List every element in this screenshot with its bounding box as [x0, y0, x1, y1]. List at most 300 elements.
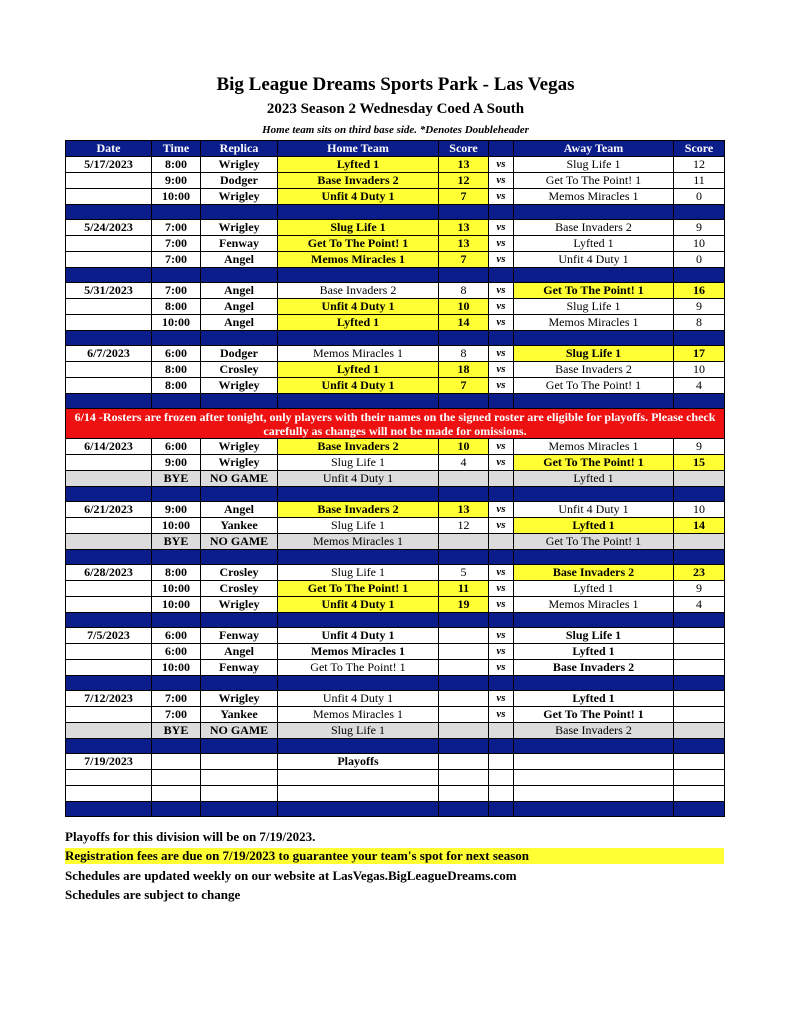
date-cell: [66, 315, 152, 331]
vs-cell: vs: [489, 581, 514, 597]
away-team-cell: Unfit 4 Duty 1: [514, 252, 674, 268]
separator-cell: [489, 394, 514, 409]
table-row: [66, 565, 725, 581]
away-team-cell: Base Invaders 2: [514, 723, 674, 739]
away-team-cell: Get To The Point! 1: [514, 707, 674, 723]
separator-cell: [152, 550, 201, 565]
away-score-cell: 9: [674, 439, 725, 455]
replica-cell: Wrigley: [201, 189, 278, 205]
week-separator: [66, 487, 725, 502]
date-cell: [66, 173, 152, 189]
separator-cell: [514, 739, 674, 754]
week-separator: [66, 676, 725, 691]
separator-cell: [278, 268, 439, 283]
footer-website-note: Schedules are updated weekly on our website at LasVegas.BigLeagueDreams.com: [65, 868, 517, 883]
separator-cell: [514, 205, 674, 220]
table-row: [66, 660, 725, 676]
replica-cell: Fenway: [201, 628, 278, 644]
home-team-cell: Base Invaders 2: [278, 439, 439, 455]
vs-cell: vs: [489, 252, 514, 268]
table-row: [66, 786, 725, 802]
away-score-cell: [674, 534, 725, 550]
away-score-cell: 10: [674, 362, 725, 378]
home-score-cell: 18: [439, 362, 489, 378]
separator-cell: [201, 331, 278, 346]
date-cell: [66, 707, 152, 723]
away-team-cell: Lyfted 1: [514, 691, 674, 707]
home-score-cell: [439, 786, 489, 802]
home-score-cell: 13: [439, 236, 489, 252]
home-score-cell: 14: [439, 315, 489, 331]
separator-cell: [439, 676, 489, 691]
separator-cell: [66, 331, 152, 346]
home-score-cell: 5: [439, 565, 489, 581]
away-team-cell: [514, 754, 674, 770]
separator-cell: [278, 613, 439, 628]
table-row: [66, 502, 725, 518]
time-cell: 10:00: [152, 315, 201, 331]
time-cell: [152, 754, 201, 770]
home-score-cell: 4: [439, 455, 489, 471]
home-team-cell: Memos Miracles 1: [278, 644, 439, 660]
home-team-cell: Unfit 4 Duty 1: [278, 691, 439, 707]
date-cell: [66, 581, 152, 597]
vs-cell: vs: [489, 644, 514, 660]
vs-cell: vs: [489, 173, 514, 189]
home-team-cell: [278, 770, 439, 786]
table-row: [66, 346, 725, 362]
date-cell: 5/24/2023: [66, 220, 152, 236]
vs-cell: vs: [489, 362, 514, 378]
week-separator: [66, 613, 725, 628]
time-cell: 8:00: [152, 362, 201, 378]
home-score-cell: [439, 471, 489, 487]
separator-cell: [674, 394, 725, 409]
table-row: [66, 471, 725, 487]
away-team-cell: Slug Life 1: [514, 346, 674, 362]
time-cell: 6:00: [152, 644, 201, 660]
away-team-cell: Get To The Point! 1: [514, 173, 674, 189]
replica-cell: NO GAME: [201, 471, 278, 487]
vs-cell: vs: [489, 660, 514, 676]
home-team-cell: Slug Life 1: [278, 565, 439, 581]
away-team-cell: Slug Life 1: [514, 299, 674, 315]
separator-cell: [489, 487, 514, 502]
separator-cell: [278, 394, 439, 409]
table-row: [66, 534, 725, 550]
home-team-cell: Slug Life 1: [278, 220, 439, 236]
replica-cell: Dodger: [201, 173, 278, 189]
table-row: [66, 157, 725, 173]
away-score-cell: [674, 754, 725, 770]
separator-cell: [278, 205, 439, 220]
separator-cell: [152, 739, 201, 754]
separator-cell: [201, 487, 278, 502]
separator-cell: [201, 739, 278, 754]
separator-cell: [439, 739, 489, 754]
away-score-cell: [674, 660, 725, 676]
replica-cell: Wrigley: [201, 597, 278, 613]
col-header-time: Time: [152, 141, 201, 157]
replica-cell: Crosley: [201, 362, 278, 378]
away-score-cell: 9: [674, 220, 725, 236]
replica-cell: NO GAME: [201, 723, 278, 739]
separator-cell: [278, 802, 439, 817]
home-team-cell: [278, 786, 439, 802]
time-cell: 6:00: [152, 628, 201, 644]
separator-cell: [201, 268, 278, 283]
home-score-cell: [439, 723, 489, 739]
date-cell: 7/12/2023: [66, 691, 152, 707]
separator-cell: [514, 613, 674, 628]
table-row: [66, 220, 725, 236]
separator-cell: [152, 613, 201, 628]
home-score-cell: [439, 754, 489, 770]
away-score-cell: [674, 723, 725, 739]
date-cell: [66, 786, 152, 802]
vs-cell: [489, 754, 514, 770]
away-team-cell: Get To The Point! 1: [514, 378, 674, 394]
col-header-home-team: Home Team: [278, 141, 439, 157]
week-separator: [66, 205, 725, 220]
replica-cell: Angel: [201, 315, 278, 331]
separator-cell: [66, 205, 152, 220]
table-row: [66, 378, 725, 394]
home-team-cell: Get To The Point! 1: [278, 660, 439, 676]
away-score-cell: 4: [674, 378, 725, 394]
vs-cell: vs: [489, 628, 514, 644]
date-cell: [66, 534, 152, 550]
date-cell: [66, 378, 152, 394]
vs-cell: vs: [489, 518, 514, 534]
separator-cell: [66, 613, 152, 628]
time-cell: 9:00: [152, 173, 201, 189]
separator-cell: [674, 739, 725, 754]
home-score-cell: 7: [439, 189, 489, 205]
separator-cell: [514, 802, 674, 817]
table-row: [66, 518, 725, 534]
date-cell: 5/31/2023: [66, 283, 152, 299]
date-cell: 6/7/2023: [66, 346, 152, 362]
replica-cell: Dodger: [201, 346, 278, 362]
away-score-cell: [674, 628, 725, 644]
replica-cell: Wrigley: [201, 691, 278, 707]
home-team-cell: Get To The Point! 1: [278, 236, 439, 252]
away-team-cell: Lyfted 1: [514, 581, 674, 597]
vs-cell: [489, 770, 514, 786]
time-cell: BYE: [152, 471, 201, 487]
away-team-cell: Memos Miracles 1: [514, 597, 674, 613]
vs-cell: vs: [489, 691, 514, 707]
separator-cell: [152, 268, 201, 283]
vs-cell: vs: [489, 597, 514, 613]
replica-cell: NO GAME: [201, 534, 278, 550]
replica-cell: Fenway: [201, 236, 278, 252]
away-team-cell: Get To The Point! 1: [514, 283, 674, 299]
separator-cell: [66, 394, 152, 409]
time-cell: 7:00: [152, 236, 201, 252]
date-cell: [66, 518, 152, 534]
separator-cell: [201, 394, 278, 409]
away-team-cell: [514, 786, 674, 802]
home-team-cell: Unfit 4 Duty 1: [278, 597, 439, 613]
replica-cell: Crosley: [201, 581, 278, 597]
separator-cell: [439, 487, 489, 502]
away-team-cell: Get To The Point! 1: [514, 455, 674, 471]
home-score-cell: [439, 691, 489, 707]
schedule-table: [65, 140, 725, 817]
replica-cell: Yankee: [201, 518, 278, 534]
home-score-cell: [439, 770, 489, 786]
date-cell: [66, 770, 152, 786]
separator-cell: [152, 331, 201, 346]
table-row: [66, 173, 725, 189]
replica-cell: Wrigley: [201, 378, 278, 394]
date-cell: [66, 471, 152, 487]
home-score-cell: 7: [439, 378, 489, 394]
home-team-cell: Memos Miracles 1: [278, 346, 439, 362]
separator-cell: [439, 205, 489, 220]
home-team-cell: Lyfted 1: [278, 362, 439, 378]
col-header-away-score: Score: [674, 141, 725, 157]
footer-playoffs-note: Playoffs for this division will be on 7/19/2023.: [65, 829, 316, 844]
home-score-cell: 8: [439, 283, 489, 299]
separator-cell: [674, 613, 725, 628]
home-score-cell: 12: [439, 173, 489, 189]
away-team-cell: Memos Miracles 1: [514, 315, 674, 331]
separator-cell: [439, 550, 489, 565]
replica-cell: Fenway: [201, 660, 278, 676]
away-team-cell: Slug Life 1: [514, 628, 674, 644]
table-row: [66, 707, 725, 723]
vs-cell: vs: [489, 315, 514, 331]
replica-cell: Wrigley: [201, 220, 278, 236]
separator-cell: [66, 802, 152, 817]
replica-cell: [201, 754, 278, 770]
table-row: [66, 362, 725, 378]
separator-cell: [489, 802, 514, 817]
time-cell: 10:00: [152, 189, 201, 205]
away-score-cell: [674, 644, 725, 660]
date-cell: [66, 362, 152, 378]
separator-cell: [514, 268, 674, 283]
home-team-cell: Unfit 4 Duty 1: [278, 299, 439, 315]
vs-cell: vs: [489, 346, 514, 362]
col-header-vs: [489, 141, 514, 157]
vs-cell: vs: [489, 455, 514, 471]
table-row: [66, 315, 725, 331]
home-team-cell: Unfit 4 Duty 1: [278, 628, 439, 644]
week-separator: [66, 394, 725, 409]
schedule-note: Home team sits on third base side. *Denotes Doubleheader: [262, 124, 529, 136]
table-row: [66, 723, 725, 739]
table-header-row: [66, 141, 725, 157]
away-score-cell: 16: [674, 283, 725, 299]
time-cell: 6:00: [152, 439, 201, 455]
date-cell: 7/19/2023: [66, 754, 152, 770]
time-cell: 8:00: [152, 565, 201, 581]
home-team-cell: Get To The Point! 1: [278, 581, 439, 597]
separator-cell: [674, 676, 725, 691]
separator-cell: [489, 676, 514, 691]
separator-cell: [439, 268, 489, 283]
footer-change-note: Schedules are subject to change: [65, 887, 241, 902]
date-cell: 7/5/2023: [66, 628, 152, 644]
separator-cell: [514, 676, 674, 691]
replica-cell: Wrigley: [201, 157, 278, 173]
time-cell: 8:00: [152, 299, 201, 315]
separator-cell: [514, 394, 674, 409]
page-subtitle: 2023 Season 2 Wednesday Coed A South: [266, 101, 525, 117]
home-team-cell: Slug Life 1: [278, 455, 439, 471]
separator-cell: [66, 487, 152, 502]
vs-cell: [489, 534, 514, 550]
away-score-cell: 10: [674, 236, 725, 252]
date-cell: 6/28/2023: [66, 565, 152, 581]
home-team-cell: Base Invaders 2: [278, 173, 439, 189]
table-row: [66, 455, 725, 471]
roster-notice-row: [66, 409, 725, 439]
away-team-cell: Get To The Point! 1: [514, 534, 674, 550]
home-score-cell: 10: [439, 299, 489, 315]
away-team-cell: Base Invaders 2: [514, 362, 674, 378]
home-team-cell: Memos Miracles 1: [278, 707, 439, 723]
away-team-cell: Lyfted 1: [514, 518, 674, 534]
table-row: [66, 691, 725, 707]
week-separator: [66, 739, 725, 754]
away-score-cell: 0: [674, 189, 725, 205]
time-cell: 7:00: [152, 220, 201, 236]
replica-cell: Angel: [201, 252, 278, 268]
separator-cell: [674, 550, 725, 565]
vs-cell: [489, 786, 514, 802]
vs-cell: vs: [489, 283, 514, 299]
time-cell: 9:00: [152, 455, 201, 471]
date-cell: [66, 723, 152, 739]
away-score-cell: 4: [674, 597, 725, 613]
home-team-cell: Unfit 4 Duty 1: [278, 471, 439, 487]
separator-cell: [489, 550, 514, 565]
away-team-cell: Base Invaders 2: [514, 660, 674, 676]
replica-cell: Crosley: [201, 565, 278, 581]
time-cell: 8:00: [152, 378, 201, 394]
separator-cell: [489, 613, 514, 628]
col-header-replica: Replica: [201, 141, 278, 157]
away-score-cell: 11: [674, 173, 725, 189]
replica-cell: Angel: [201, 644, 278, 660]
replica-cell: [201, 786, 278, 802]
away-team-cell: Slug Life 1: [514, 157, 674, 173]
home-team-cell: Slug Life 1: [278, 518, 439, 534]
home-score-cell: [439, 707, 489, 723]
separator-cell: [489, 739, 514, 754]
table-row: [66, 439, 725, 455]
separator-cell: [201, 802, 278, 817]
time-cell: 6:00: [152, 346, 201, 362]
separator-cell: [152, 676, 201, 691]
time-cell: 7:00: [152, 707, 201, 723]
away-score-cell: 12: [674, 157, 725, 173]
separator-cell: [489, 268, 514, 283]
col-header-away-team: Away Team: [514, 141, 674, 157]
separator-cell: [674, 331, 725, 346]
home-score-cell: 12: [439, 518, 489, 534]
date-cell: 5/17/2023: [66, 157, 152, 173]
separator-cell: [201, 205, 278, 220]
home-team-cell: Playoffs: [278, 754, 439, 770]
separator-cell: [489, 331, 514, 346]
away-team-cell: Base Invaders 2: [514, 220, 674, 236]
week-separator: [66, 550, 725, 565]
home-score-cell: 19: [439, 597, 489, 613]
replica-cell: [201, 770, 278, 786]
away-score-cell: [674, 691, 725, 707]
separator-cell: [489, 205, 514, 220]
vs-cell: vs: [489, 502, 514, 518]
home-score-cell: 10: [439, 439, 489, 455]
separator-cell: [152, 487, 201, 502]
home-score-cell: 7: [439, 252, 489, 268]
vs-cell: vs: [489, 378, 514, 394]
vs-cell: [489, 471, 514, 487]
home-team-cell: Slug Life 1: [278, 723, 439, 739]
away-team-cell: Lyfted 1: [514, 471, 674, 487]
separator-cell: [201, 550, 278, 565]
home-score-cell: [439, 660, 489, 676]
separator-cell: [201, 613, 278, 628]
home-team-cell: Unfit 4 Duty 1: [278, 189, 439, 205]
away-team-cell: Memos Miracles 1: [514, 189, 674, 205]
table-row: [66, 283, 725, 299]
away-score-cell: 9: [674, 299, 725, 315]
away-score-cell: 8: [674, 315, 725, 331]
date-cell: 6/21/2023: [66, 502, 152, 518]
time-cell: 10:00: [152, 597, 201, 613]
separator-cell: [514, 331, 674, 346]
footer-registration-note: Registration fees are due on 7/19/2023 to guarantee your team's spot for next season: [65, 848, 724, 864]
table-row: [66, 189, 725, 205]
separator-cell: [278, 676, 439, 691]
time-cell: 7:00: [152, 283, 201, 299]
away-team-cell: [514, 770, 674, 786]
away-team-cell: Memos Miracles 1: [514, 439, 674, 455]
home-score-cell: [439, 628, 489, 644]
vs-cell: [489, 723, 514, 739]
time-cell: [152, 770, 201, 786]
vs-cell: vs: [489, 236, 514, 252]
home-team-cell: Base Invaders 2: [278, 502, 439, 518]
separator-cell: [514, 487, 674, 502]
vs-cell: vs: [489, 220, 514, 236]
table-row: [66, 236, 725, 252]
date-cell: [66, 597, 152, 613]
separator-cell: [439, 394, 489, 409]
away-score-cell: 23: [674, 565, 725, 581]
vs-cell: vs: [489, 157, 514, 173]
away-score-cell: 0: [674, 252, 725, 268]
date-cell: [66, 252, 152, 268]
separator-cell: [278, 331, 439, 346]
date-cell: [66, 236, 152, 252]
roster-notice: 6/14 -Rosters are frozen after tonight, only players with their names on the signed roster are eligible for playoffs. Please check carefully as changes will not be made for omissions.: [66, 409, 725, 439]
date-cell: [66, 644, 152, 660]
home-score-cell: 8: [439, 346, 489, 362]
time-cell: 10:00: [152, 518, 201, 534]
separator-cell: [278, 550, 439, 565]
separator-cell: [66, 550, 152, 565]
home-score-cell: 13: [439, 502, 489, 518]
col-header-home-score: Score: [439, 141, 489, 157]
